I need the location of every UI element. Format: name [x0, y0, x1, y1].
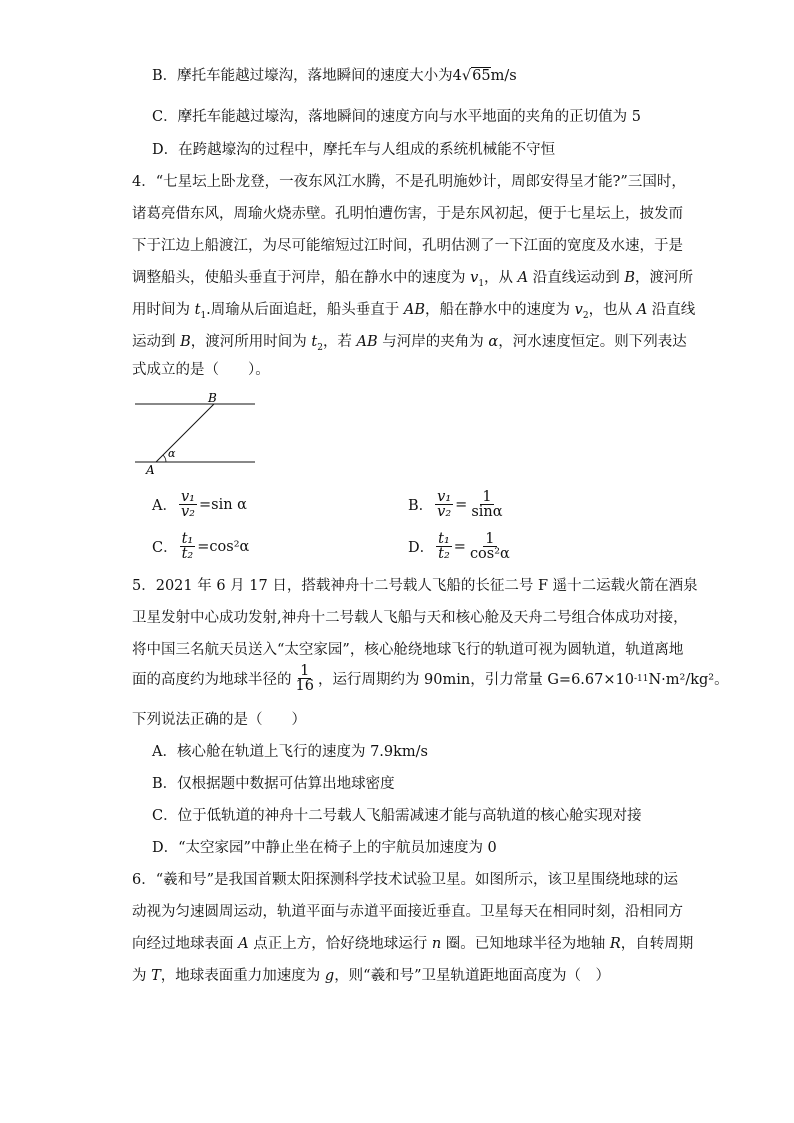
fraction: [435, 490, 453, 519]
var-a: A: [636, 302, 648, 318]
text: ，运行周期约为 90min，引力常量 G=6.67×10: [317, 672, 634, 688]
q3-option-d: [152, 140, 555, 160]
var-r: R: [609, 936, 621, 952]
q4-option-d: [408, 532, 514, 561]
var-ab: AB: [403, 302, 426, 318]
var-a: A: [517, 270, 529, 286]
frac-den: v₂: [437, 504, 452, 520]
option-label: C．: [152, 540, 178, 556]
text: 为: [132, 968, 152, 984]
var-ab: AB: [356, 334, 378, 350]
frac-den: v₂: [180, 504, 195, 520]
option-text: 摩托车能越过壕沟，落地瞬间的速度方向与水平地面的夹角的正切值为 5: [177, 109, 641, 125]
q5-option-b: B．仅根据题中数据可估算出地球密度: [152, 776, 395, 792]
equals-sign: =: [455, 496, 468, 513]
text: ，若: [322, 334, 357, 350]
q3-option-b: [152, 66, 517, 86]
q4-line-2: 诸葛亮借东风，周瑜火烧赤壁。孔明怕遭伤害，于是东风初起，便于七星坛上，披发而: [132, 206, 683, 222]
subscript: 1: [478, 278, 485, 289]
var-g: g: [324, 968, 335, 984]
text: N·m²/kg²。: [648, 672, 729, 688]
option-label: A．: [152, 498, 177, 514]
point-a-label: A: [146, 463, 155, 476]
unit: m/s: [490, 68, 517, 84]
var-v: v: [470, 270, 479, 286]
text: ，也从: [588, 302, 637, 318]
sqrt-coef: 4: [452, 68, 462, 84]
text: 圈。已知地球半径为地轴: [441, 936, 610, 952]
text: ，船在静水中的速度为: [425, 302, 575, 318]
frac-den: t₂: [438, 546, 450, 562]
var-a: A: [238, 936, 249, 952]
q4-line-7: 式成立的是（ ）。: [132, 362, 270, 378]
text: ，渡河所用时间为: [190, 334, 312, 350]
text: 调整船头，使船头垂直于河岸，船在静水中的速度为: [132, 270, 471, 286]
text: ，渡河所: [635, 270, 694, 286]
path-ab-line: [156, 404, 214, 462]
option-label: B．: [408, 498, 434, 514]
var-v: v: [574, 302, 583, 318]
fraction: [436, 532, 452, 561]
option-label: D．: [408, 540, 435, 556]
frac-num: t₁: [181, 531, 194, 547]
q4-line-6: [132, 332, 687, 358]
text: ，从: [484, 270, 518, 286]
var-t: t: [194, 302, 201, 318]
text: ，地球表面重力加速度为: [160, 968, 325, 984]
text: 面的高度约为地球半径的: [132, 672, 292, 688]
q6-line-3: [132, 934, 693, 954]
var-t: t: [311, 334, 318, 350]
var-alpha: α: [488, 334, 499, 350]
text: 点正上方，恰好绕地球运行: [248, 936, 432, 952]
exponent: -11: [633, 673, 649, 684]
text: ，河水速度恒定。则下列表达: [498, 334, 687, 350]
text: 沿直线运动到: [528, 270, 625, 286]
fraction: [468, 532, 512, 561]
var-t: T: [151, 968, 161, 984]
q4-line-4: [132, 268, 693, 294]
option-rhs: =cos²α: [197, 538, 250, 555]
q5-line-4: [132, 664, 729, 693]
sqrt-radicand: 65: [472, 68, 491, 84]
q4-line-5: [132, 300, 695, 326]
q6-line-1: 6．“羲和号”是我国首颗太阳探测科学技术试验卫星。如图所示，该卫星围绕地球的运: [132, 872, 679, 888]
subscript: 2: [582, 310, 589, 321]
sqrt-expression: 4√65: [452, 68, 491, 84]
text: 向经过地球表面: [132, 936, 239, 952]
angle-arc: [163, 455, 166, 462]
fraction: [469, 490, 504, 519]
q5-line-1: 5．2021 年 6 月 17 日，搭载神舟十二号载人飞船的长征二号 F 遥十二运载火箭在酒泉: [132, 578, 698, 594]
q4-option-b: [408, 490, 507, 519]
frac-num: 1: [485, 531, 495, 547]
q4-option-a: [152, 490, 247, 519]
q4-line-1: 4．“七星坛上卧龙登，一夜东风江水腾，不是孔明施妙计，周郎安得呈才能?”三国时，: [132, 174, 686, 190]
q5-option-d: D．“太空家园”中静止坐在椅子上的宇航员加速度为 0: [152, 840, 497, 856]
frac-num: v₁: [437, 489, 452, 505]
subscript: 1: [200, 310, 207, 321]
option-rhs: =sin α: [199, 496, 247, 513]
frac-num: t₁: [438, 531, 450, 547]
text: 运动到: [132, 334, 181, 350]
text: ，自转周期: [620, 936, 694, 952]
frac-den: sinα: [471, 504, 503, 520]
q5-line-2: 卫星发射中心成功发射,神舟十二号载人飞船与天和核心舱及天舟二号组合体成功对接，: [132, 610, 688, 626]
q5-line-5: 下列说法正确的是（ ）: [132, 712, 306, 728]
option-text: 在跨越壕沟的过程中，摩托车与人组成的系统机械能不守恒: [178, 142, 556, 158]
fraction: [294, 664, 316, 693]
option-label: C．: [152, 109, 178, 125]
q5-line-3: 将中国三名航天员送入“太空家园”，核心舱绕地球飞行的轨道可视为圆轨道，轨道离地: [132, 642, 684, 658]
frac-num: 1: [482, 489, 492, 505]
subscript: 2: [317, 342, 323, 353]
text: 用时间为: [132, 302, 195, 318]
text: ，则“羲和号”卫星轨道距地面高度为（ ）: [334, 968, 611, 984]
frac-num: v₁: [180, 489, 195, 505]
fraction: [180, 532, 196, 561]
fraction: [179, 490, 197, 519]
q3-option-c: [152, 107, 641, 127]
river-figure: [130, 390, 260, 476]
angle-alpha-label: α: [168, 447, 176, 460]
frac-den: cos²α: [469, 546, 510, 562]
frac-den: 16: [295, 678, 314, 694]
option-label: D．: [152, 142, 179, 158]
q4-option-c: [152, 532, 249, 561]
var-b: B: [624, 270, 636, 286]
text: .周瑜从后面追赶，船头垂直于: [206, 302, 404, 318]
option-text: 摩托车能越过壕沟，落地瞬间的速度大小为: [177, 68, 453, 84]
frac-den: t₂: [181, 546, 194, 562]
q6-line-2: 动视为匀速圆周运动，轨道平面与赤道平面接近垂直。卫星每天在相同时刻，沿相同方: [132, 904, 683, 920]
equals-sign: =: [453, 538, 466, 555]
var-n: n: [431, 936, 442, 952]
q6-line-4: [132, 966, 610, 986]
q4-line-3: 下于江边上船渡江，为尽可能缩短过江时间，孔明估测了一下江面的宽度及水速，于是: [132, 238, 683, 254]
text: 沿直线: [647, 302, 696, 318]
var-b: B: [180, 334, 191, 350]
option-label: B．: [152, 68, 178, 84]
text: 与河岸的夹角为: [377, 334, 489, 350]
q5-option-c: C．位于低轨道的神舟十二号载人飞船需减速才能与高轨道的核心舱实现对接: [152, 808, 642, 824]
q5-option-a: A．核心舱在轨道上飞行的速度为 7.9km/s: [152, 744, 429, 760]
point-b-label: B: [208, 391, 217, 405]
frac-num: 1: [300, 663, 310, 679]
